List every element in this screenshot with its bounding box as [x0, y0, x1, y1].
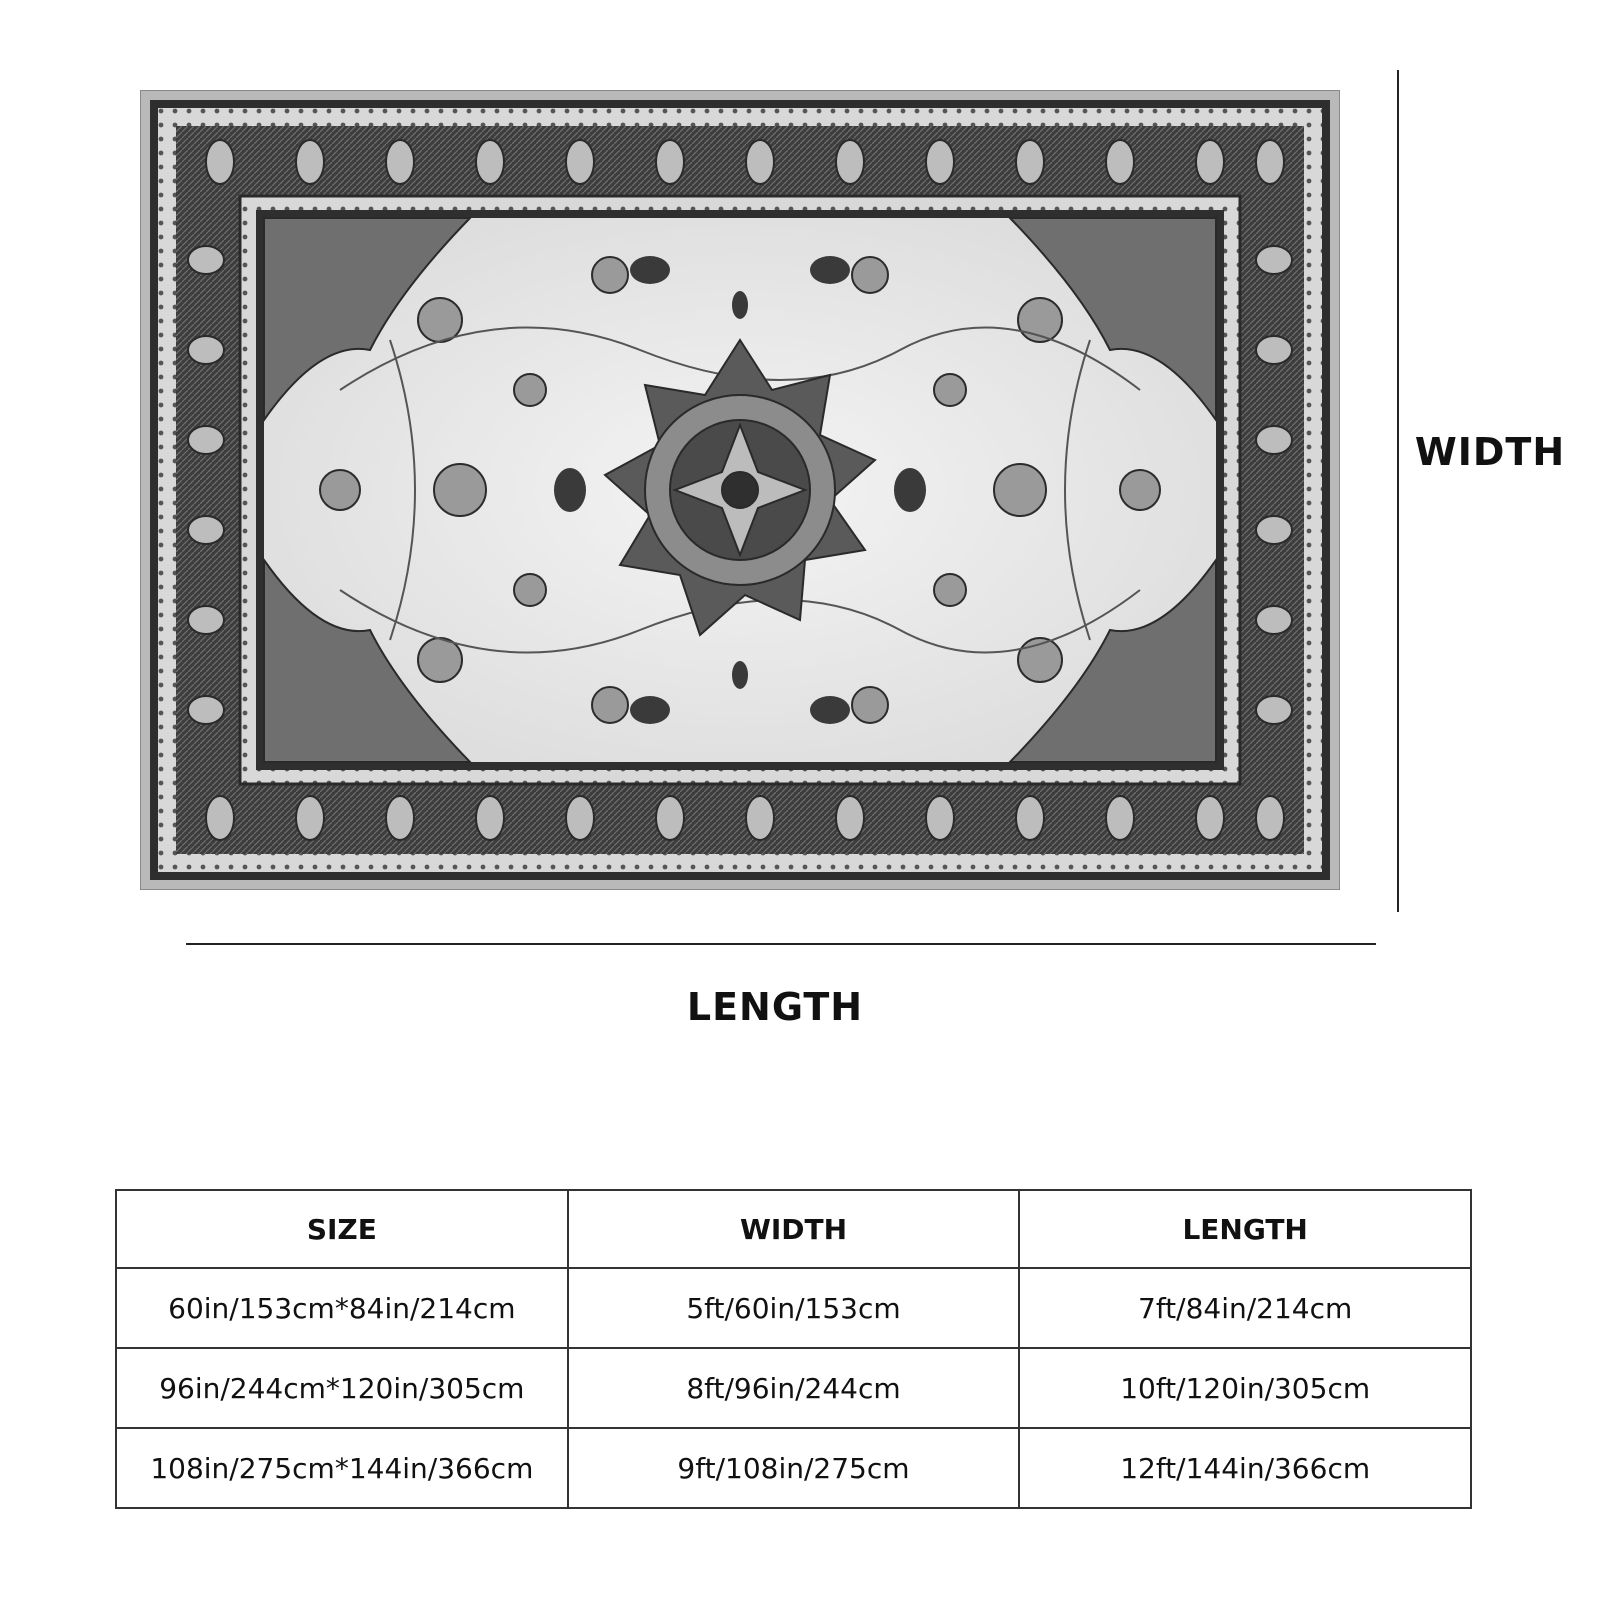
cell-size: 108in/275cm*144in/366cm [116, 1428, 568, 1508]
cell-width: 5ft/60in/153cm [568, 1268, 1020, 1348]
cell-width: 8ft/96in/244cm [568, 1348, 1020, 1428]
length-label: LENGTH [686, 985, 864, 1029]
length-dimension-line [186, 943, 1376, 945]
table-header-row [116, 1190, 1471, 1268]
header-size: SIZE [116, 1190, 568, 1268]
size-table [115, 1189, 1472, 1509]
cell-length: 12ft/144in/366cm [1019, 1428, 1471, 1508]
cell-length: 7ft/84in/214cm [1019, 1268, 1471, 1348]
table-row [116, 1268, 1471, 1348]
cell-size: 60in/153cm*84in/214cm [116, 1268, 568, 1348]
header-length: LENGTH [1019, 1190, 1471, 1268]
rug-image [140, 90, 1340, 890]
table-row [116, 1348, 1471, 1428]
cell-length: 10ft/120in/305cm [1019, 1348, 1471, 1428]
cell-width: 9ft/108in/275cm [568, 1428, 1020, 1508]
header-width: WIDTH [568, 1190, 1020, 1268]
cell-size: 96in/244cm*120in/305cm [116, 1348, 568, 1428]
width-label: WIDTH [1414, 430, 1566, 474]
width-dimension-line [1397, 70, 1399, 912]
table-row [116, 1428, 1471, 1508]
